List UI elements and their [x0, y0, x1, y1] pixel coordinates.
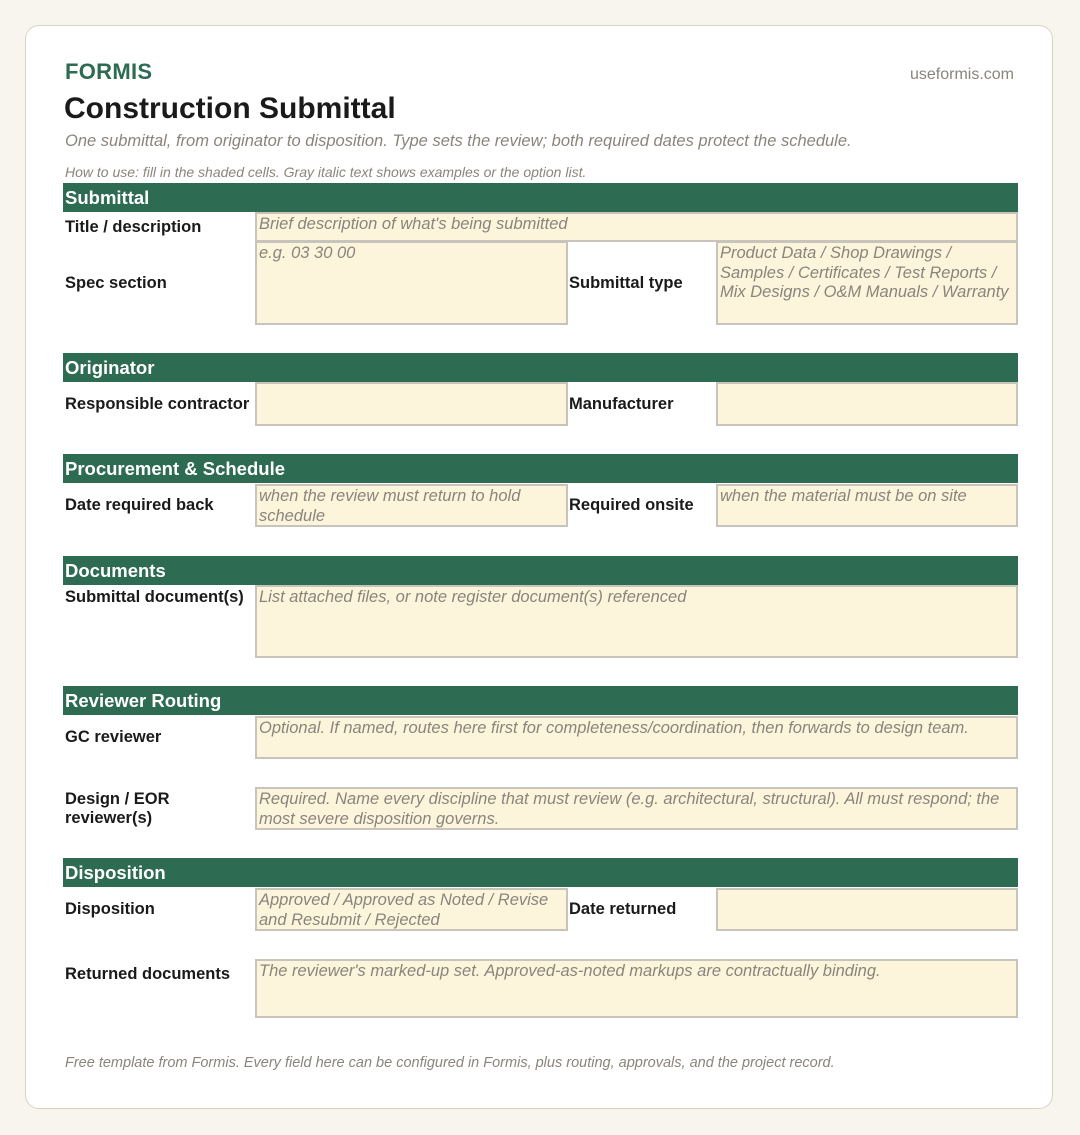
section-header-reviewer-routing: Reviewer Routing	[63, 686, 1018, 715]
title-description-label: Title / description	[65, 217, 202, 236]
manufacturer-field[interactable]	[716, 382, 1018, 426]
spec-section-field[interactable]: e.g. 03 30 00	[255, 241, 568, 325]
section-header-submittal: Submittal	[63, 183, 1018, 212]
date-returned-field[interactable]	[716, 888, 1018, 931]
footer-note: Free template from Formis. Every field here can be configured in Formis, plus routing, approvals, and the project record.	[65, 1055, 835, 1071]
required-onsite-field[interactable]: when the material must be on site	[716, 484, 1018, 527]
title-description-field[interactable]: Brief description of what's being submitted	[255, 212, 1018, 242]
brand-logo: FORMIS	[65, 59, 153, 84]
submittal-type-field[interactable]: Product Data / Shop Drawings / Samples / Certificates / Test Reports / Mix Designs / O&M Manuals / Warranty	[716, 241, 1018, 325]
section-header-documents: Documents	[63, 556, 1018, 585]
how-to-note: How to use: fill in the shaded cells. Gray italic text shows examples or the option list.	[65, 164, 587, 180]
page-title: Construction Submittal	[64, 92, 396, 125]
section-header-originator: Originator	[63, 353, 1018, 382]
disposition-label: Disposition	[65, 900, 155, 918]
submittal-documents-label: Submittal document(s)	[65, 588, 244, 606]
spec-section-label: Spec section	[65, 273, 167, 292]
gc-reviewer-field[interactable]: Optional. If named, routes here first for completeness/coordination, then forwards to design team.	[255, 716, 1018, 759]
submittal-documents-field[interactable]: List attached files, or note register document(s) referenced	[255, 585, 1018, 658]
manufacturer-label: Manufacturer	[569, 394, 674, 413]
responsible-contractor-label: Responsible contractor	[65, 394, 250, 413]
design-eor-reviewer-label: Design / EOR reviewer(s)	[65, 789, 170, 827]
section-header-procurement: Procurement & Schedule	[63, 454, 1018, 483]
disposition-field[interactable]: Approved / Approved as Noted / Revise and Resubmit / Rejected	[255, 888, 568, 931]
submittal-type-label: Submittal type	[569, 273, 683, 292]
gc-reviewer-label: GC reviewer	[65, 728, 162, 746]
section-header-disposition: Disposition	[63, 858, 1018, 887]
date-returned-label: Date returned	[569, 900, 677, 918]
required-onsite-label: Required onsite	[569, 496, 694, 514]
date-required-back-field[interactable]: when the review must return to hold schedule	[255, 484, 568, 527]
date-required-back-label: Date required back	[65, 496, 214, 514]
site-url: useformis.com	[909, 66, 1014, 83]
responsible-contractor-field[interactable]	[255, 382, 568, 426]
form-card	[25, 25, 1053, 1109]
returned-documents-label: Returned documents	[65, 964, 231, 983]
design-eor-reviewer-field[interactable]: Required. Name every discipline that must review (e.g. architectural, structural). All must respond; the most severe disposition governs.	[255, 787, 1018, 830]
returned-documents-field[interactable]: The reviewer's marked-up set. Approved-as-noted markups are contractually binding.	[255, 959, 1018, 1018]
page-subtitle: One submittal, from originator to disposition. Type sets the review; both required dates protect the schedule.	[65, 132, 852, 150]
